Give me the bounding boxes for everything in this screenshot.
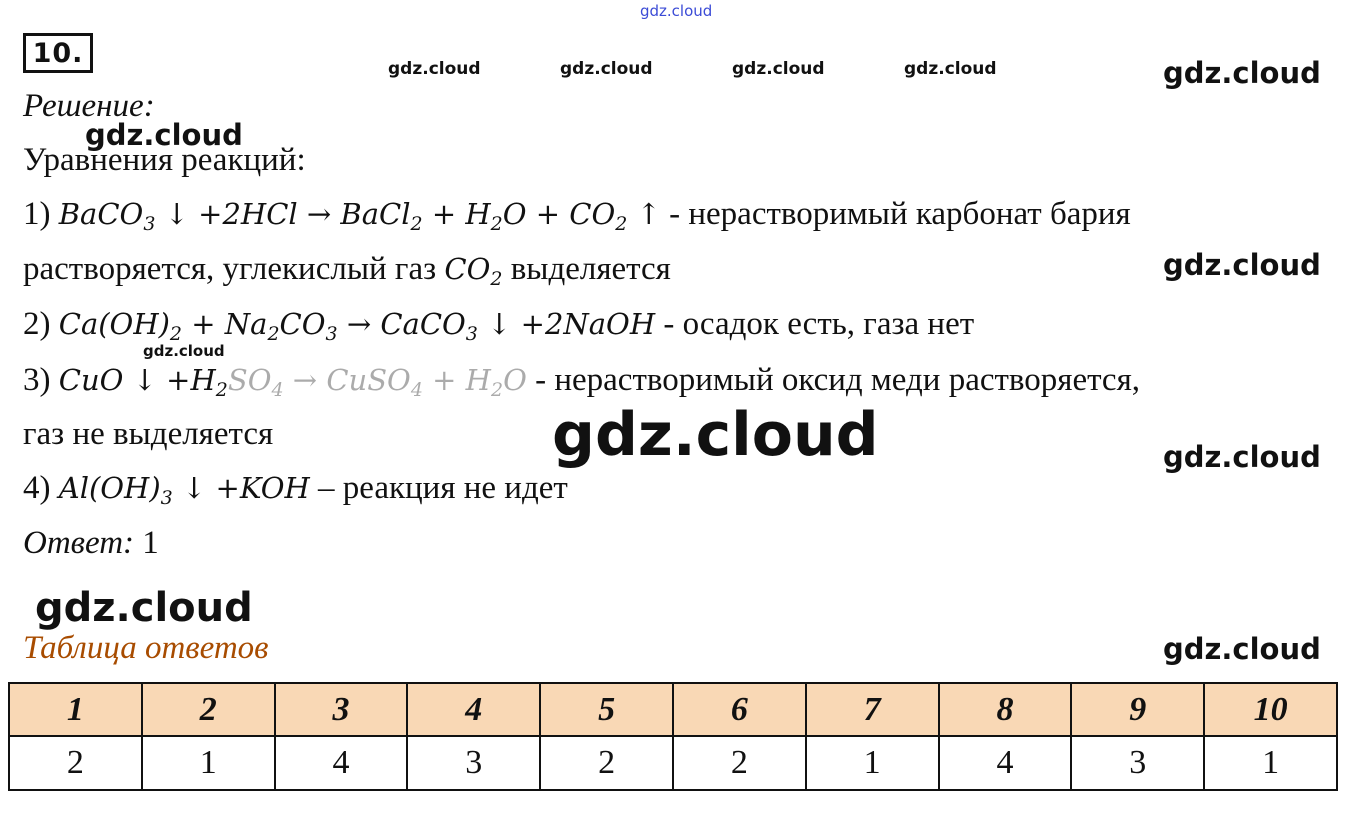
reaction-4-prefix: 4) (23, 470, 59, 506)
reaction-1-cont-end: выделяется (502, 251, 671, 287)
table-value-cell: 3 (1071, 736, 1204, 790)
table-header-cell: 9 (1071, 683, 1204, 736)
table-value-cell: 2 (540, 736, 673, 790)
reaction-4-equation: $Al(OH)_3$ ↓ +KOH (58, 471, 310, 509)
answer-line (23, 525, 159, 562)
co2-formula: $CO_2$ (444, 252, 503, 290)
watermark-medium: gdz.cloud (35, 585, 253, 631)
reaction-2-prefix: 2) (23, 306, 59, 342)
answer-value: 1 (134, 525, 159, 561)
answers-table-value-row (9, 736, 1337, 790)
reaction-2 (23, 306, 974, 343)
watermark-medium: gdz.cloud (85, 118, 243, 152)
reaction-1-continuation (23, 251, 671, 288)
reaction-2-desc: - осадок есть, газа нет (655, 306, 975, 342)
reaction-1-prefix: 1) (23, 196, 59, 232)
reaction-3 (23, 362, 1140, 399)
watermark-small: gdz.cloud (732, 59, 825, 79)
table-header-cell: 3 (275, 683, 408, 736)
watermark-medium: gdz.cloud (1163, 248, 1321, 282)
watermark-small: gdz.cloud (904, 59, 997, 79)
answer-label: Ответ: (23, 525, 135, 561)
reaction-1 (23, 196, 1131, 233)
reaction-3-continuation: газ не выделяется (23, 416, 274, 452)
equations-heading: Уравнения реакций: (23, 142, 306, 178)
reaction-1-cont-text: растворяется, углекислый газ (23, 251, 445, 287)
watermark-top: gdz.cloud (640, 2, 713, 20)
reaction-3-prefix: 3) (23, 362, 59, 398)
table-header-cell: 1 (9, 683, 142, 736)
table-value-cell: 1 (142, 736, 275, 790)
table-header-cell: 4 (407, 683, 540, 736)
watermark-large: gdz.cloud (552, 400, 879, 470)
table-value-cell: 4 (275, 736, 408, 790)
table-header-cell: 2 (142, 683, 275, 736)
table-header-cell: 8 (939, 683, 1072, 736)
reaction-1-desc: - нерастворимый карбонат бария (660, 196, 1131, 232)
table-value-cell: 4 (939, 736, 1072, 790)
answers-table-header-row (9, 683, 1337, 736)
table-value-cell: 1 (1204, 736, 1337, 790)
table-header-cell: 6 (673, 683, 806, 736)
table-header-cell: 10 (1204, 683, 1337, 736)
reaction-4-desc: – реакция не идет (309, 470, 568, 506)
watermark-medium: gdz.cloud (1163, 440, 1321, 474)
reaction-1-equation: BaCO$_3$ ↓ +2HCl → BaCl$_2$ + $H_2O + CO_2$ ↑ (58, 197, 661, 235)
answers-table (8, 682, 1338, 791)
watermark-small: gdz.cloud (388, 59, 481, 79)
reaction-3-desc: - нерастворимый оксид меди растворяется, (526, 362, 1141, 398)
reaction-4 (23, 470, 568, 507)
solution-label: Решение: (23, 88, 155, 124)
watermark-small: gdz.cloud (560, 59, 653, 79)
reaction-2-equation: $Ca(OH)_2 + Na_2CO_3$ → CaCO$_3$ ↓ +2NaOH (58, 307, 656, 345)
watermark-medium: gdz.cloud (1163, 632, 1321, 666)
watermark-medium: gdz.cloud (1163, 56, 1321, 90)
table-header-cell: 5 (540, 683, 673, 736)
table-value-cell: 1 (806, 736, 939, 790)
task-number: 10. (23, 33, 93, 73)
table-value-cell: 2 (9, 736, 142, 790)
table-header-cell: 7 (806, 683, 939, 736)
watermark-small: gdz.cloud (143, 342, 225, 360)
table-value-cell: 2 (673, 736, 806, 790)
table-value-cell: 3 (407, 736, 540, 790)
reaction-3-equation: CuO ↓ $+H_2SO_4$ → CuSO$_4$ + $H_2O$ (58, 363, 527, 401)
table-title: Таблица ответов (23, 630, 269, 666)
